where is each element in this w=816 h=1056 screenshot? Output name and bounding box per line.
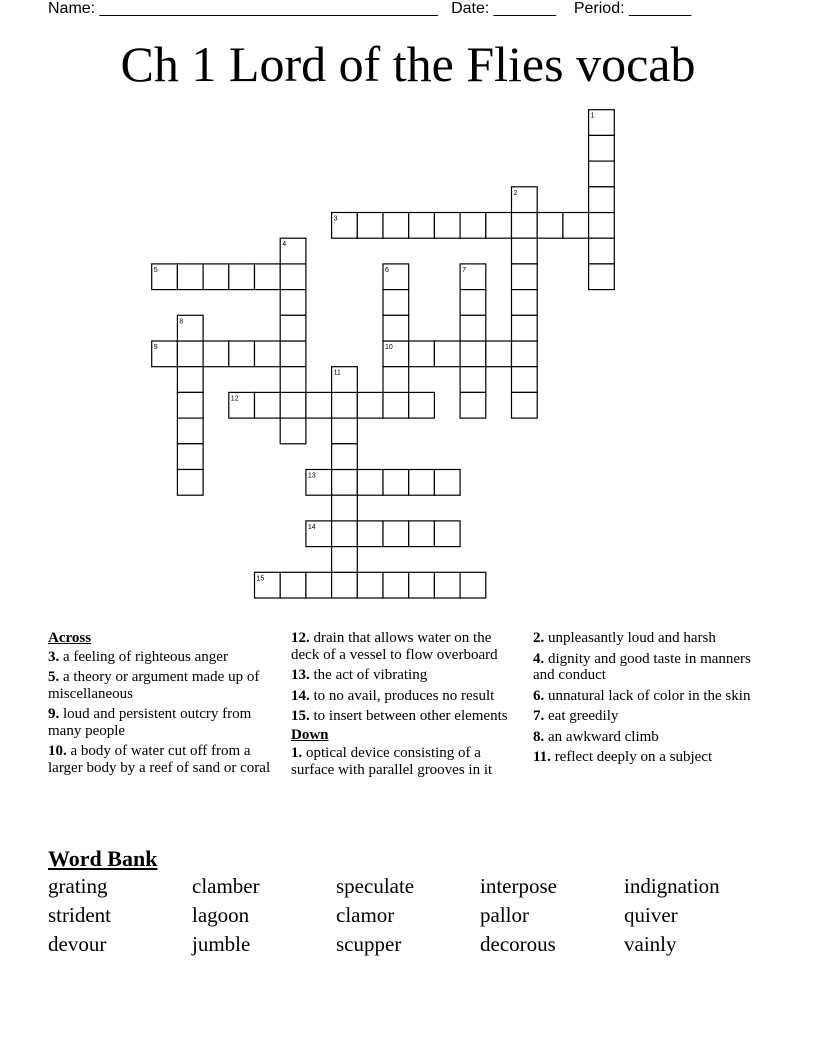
- crossword-cell[interactable]: [306, 572, 332, 598]
- word-bank-word: speculate: [336, 874, 415, 898]
- clue-number-label: 6.: [533, 687, 545, 704]
- clue: [533, 630, 773, 647]
- down-clue-list: [291, 745, 519, 778]
- crossword-cell[interactable]: [383, 521, 409, 547]
- clue-number: 10: [385, 344, 393, 351]
- crossword-cell[interactable]: [332, 521, 358, 547]
- clue-text: dignity and good taste in manners and conduct: [533, 650, 751, 683]
- clue-number-label: 5.: [48, 669, 60, 685]
- clue-number-label: 12.: [291, 630, 310, 646]
- crossword-cell[interactable]: [383, 315, 409, 341]
- crossword-cell[interactable]: [460, 213, 486, 239]
- clue-text: a theory or argument made up of miscellaneous: [48, 669, 260, 702]
- clue-number: 15: [256, 575, 265, 583]
- crossword-cell[interactable]: [177, 418, 203, 444]
- crossword-cell[interactable]: [280, 392, 306, 418]
- word-bank-title: Word Bank: [48, 846, 158, 871]
- clue-text: to insert between other elements: [309, 708, 508, 724]
- crossword-cell[interactable]: [434, 341, 460, 367]
- word-bank: [48, 874, 768, 957]
- clue: [533, 708, 773, 725]
- word-bank-word: vainly: [624, 932, 677, 956]
- clue-text: a body of water cut off from a larger body by a reef of sand or coral: [48, 743, 271, 776]
- name-blank: ______________________________________: [99, 0, 438, 17]
- clue-text: optical device consisting of a surface with parallel grooves in it: [291, 745, 493, 778]
- crossword-cell[interactable]: [512, 264, 538, 290]
- clue: [291, 688, 519, 705]
- clue-number-label: 15.: [291, 708, 310, 724]
- crossword-cell[interactable]: [486, 341, 512, 367]
- word-bank-word: grating: [48, 874, 108, 898]
- crossword-cell[interactable]: [434, 213, 460, 239]
- crossword-cell[interactable]: [280, 418, 306, 444]
- clue-text: an awkward climb: [544, 728, 659, 745]
- crossword-cell[interactable]: [512, 213, 538, 239]
- clue-text: the act of vibrating: [309, 667, 428, 683]
- crossword-cell[interactable]: [589, 238, 615, 264]
- crossword-cell[interactable]: [589, 161, 615, 187]
- crossword-cell[interactable]: [512, 392, 538, 418]
- crossword-cell[interactable]: [306, 392, 332, 418]
- period-label: Period:: [573, 0, 625, 17]
- crossword-cell[interactable]: [280, 264, 306, 290]
- clue-number: 13: [307, 472, 316, 480]
- crossword-cell[interactable]: [332, 444, 358, 470]
- crossword-cell[interactable]: [434, 521, 460, 547]
- down-clue-list-continued: [533, 630, 773, 766]
- crossword-cell[interactable]: [512, 315, 538, 341]
- crossword-cell[interactable]: [203, 341, 229, 367]
- crossword-cell[interactable]: [280, 290, 306, 316]
- crossword-cell[interactable]: [332, 392, 358, 418]
- crossword-cell[interactable]: [409, 470, 435, 496]
- clue-number: 6: [385, 266, 389, 274]
- word-bank-word: devour: [48, 932, 107, 956]
- crossword-cell[interactable]: [589, 187, 615, 213]
- crossword-cell[interactable]: [357, 213, 383, 239]
- crossword-cell[interactable]: [486, 213, 512, 239]
- clue: [533, 749, 773, 766]
- down-heading: Down: [291, 726, 329, 743]
- word-bank-word: quiver: [624, 903, 678, 927]
- crossword-cell[interactable]: [177, 341, 203, 367]
- crossword-cell[interactable]: [460, 572, 486, 598]
- clues-column-2: [291, 630, 519, 782]
- crossword-cell[interactable]: [332, 470, 358, 496]
- crossword-cell[interactable]: [177, 444, 203, 470]
- crossword-cell[interactable]: [229, 341, 255, 367]
- crossword-cell[interactable]: [460, 392, 486, 418]
- clue: [291, 708, 519, 725]
- crossword-cell[interactable]: [460, 341, 486, 367]
- crossword-cell[interactable]: [332, 495, 358, 521]
- clue-text: to no avail, produces no result: [309, 687, 495, 704]
- crossword-cell[interactable]: [512, 290, 538, 316]
- crossword-cell[interactable]: [589, 264, 615, 290]
- clue: [533, 651, 773, 684]
- clue-number: 5: [153, 266, 158, 274]
- word-bank-word: interpose: [480, 874, 557, 898]
- crossword-cell[interactable]: [589, 213, 615, 239]
- clue: [533, 688, 773, 705]
- date-blank: _______: [493, 0, 557, 17]
- crossword-cell[interactable]: [383, 392, 409, 418]
- crossword-cell[interactable]: [357, 392, 383, 418]
- clue-number-label: 2.: [533, 630, 545, 646]
- date-label: Date:: [451, 0, 490, 17]
- clue-number: 3: [333, 215, 338, 223]
- clue-text: reflect deeply on a subject: [550, 749, 713, 765]
- crossword-cell[interactable]: [177, 367, 203, 393]
- clue-number: 11: [333, 369, 341, 377]
- clues-column-3: [533, 630, 773, 770]
- clue: [291, 745, 519, 778]
- crossword-cell[interactable]: [280, 315, 306, 341]
- word-bank-word: scupper: [336, 932, 402, 956]
- clue-text: loud and persistent outcry from many people: [48, 706, 252, 739]
- crossword-cell[interactable]: [383, 290, 409, 316]
- crossword-cell[interactable]: [357, 521, 383, 547]
- word-bank-word: decorous: [480, 932, 556, 956]
- crossword-cell[interactable]: [280, 367, 306, 393]
- across-clue-list: [48, 649, 276, 777]
- clue-number: 7: [462, 266, 467, 274]
- crossword-cell[interactable]: [357, 470, 383, 496]
- crossword-cell[interactable]: [512, 238, 538, 264]
- crossword-cell[interactable]: [383, 470, 409, 496]
- clue: [291, 630, 519, 663]
- crossword-cell[interactable]: [383, 367, 409, 393]
- crossword-cell[interactable]: [383, 572, 409, 598]
- clue-number: 9: [153, 344, 158, 351]
- clues-column-1: [48, 630, 276, 780]
- crossword-cell[interactable]: [434, 470, 460, 496]
- clue-number-label: 9.: [48, 706, 60, 722]
- period-blank: _______: [629, 0, 692, 17]
- clue-text: a feeling of righteous anger: [59, 648, 228, 665]
- crossword-cell[interactable]: [255, 341, 281, 367]
- word-bank-word: jumble: [192, 932, 251, 956]
- clue: [48, 743, 276, 776]
- crossword-cell[interactable]: [177, 470, 203, 496]
- clue-text: unpleasantly loud and harsh: [544, 630, 716, 646]
- clue-text: eat greedily: [544, 708, 619, 724]
- crossword-cell[interactable]: [255, 392, 281, 418]
- crossword-cell[interactable]: [409, 392, 435, 418]
- clue-number: 2: [513, 189, 518, 197]
- crossword-cell[interactable]: [280, 572, 306, 598]
- clue-number: 4: [282, 241, 287, 249]
- clue-number-label: 13.: [291, 667, 310, 683]
- crossword-cell[interactable]: [537, 213, 563, 239]
- clue-number-label: 11.: [533, 749, 551, 765]
- crossword-cell[interactable]: [255, 264, 281, 290]
- crossword-cell[interactable]: [177, 392, 203, 418]
- crossword-cell[interactable]: [409, 341, 435, 367]
- clue-number-label: 8.: [533, 728, 545, 745]
- crossword-cell[interactable]: [203, 264, 229, 290]
- clue-number: 1: [590, 112, 595, 120]
- crossword-cell[interactable]: [177, 264, 203, 290]
- clue: [291, 667, 519, 684]
- word-bank-word: strident: [48, 903, 111, 927]
- clue-number-label: 1.: [291, 745, 303, 761]
- crossword-cell[interactable]: [512, 341, 538, 367]
- name-label: Name:: [48, 0, 96, 17]
- crossword-cell[interactable]: [357, 572, 383, 598]
- crossword-cell[interactable]: [409, 213, 435, 239]
- crossword-cell[interactable]: [332, 572, 358, 598]
- word-bank-word: indignation: [624, 874, 720, 898]
- crossword-cell[interactable]: [332, 418, 358, 444]
- crossword-cell[interactable]: [383, 213, 409, 239]
- crossword-cell[interactable]: [563, 213, 589, 239]
- crossword-cell[interactable]: [229, 264, 255, 290]
- clue-number-label: 14.: [291, 687, 310, 704]
- crossword-cell[interactable]: [434, 572, 460, 598]
- clue-text: drain that allows water on the deck of a vessel to flow overboard: [291, 630, 498, 663]
- crossword-cell[interactable]: [280, 341, 306, 367]
- clue-number: 12: [230, 395, 239, 403]
- word-bank-word: clamor: [336, 903, 395, 927]
- clue-number-label: 7.: [533, 708, 545, 724]
- clue: [48, 649, 276, 666]
- word-bank-word: lagoon: [192, 903, 250, 927]
- crossword-cell[interactable]: [332, 547, 358, 573]
- across-clue-list-continued: [291, 630, 519, 725]
- clue-number-label: 10.: [48, 743, 67, 759]
- clue-text: unnatural lack of color in the skin: [544, 687, 751, 704]
- across-heading: Across: [48, 630, 92, 646]
- word-bank-word: pallor: [480, 903, 529, 927]
- clue: [48, 669, 276, 702]
- word-bank-word: clamber: [192, 874, 260, 898]
- clue-number: 8: [179, 318, 184, 326]
- clue: [48, 706, 276, 739]
- crossword-cell[interactable]: [512, 367, 538, 393]
- clue-number: 14: [307, 523, 316, 531]
- crossword-cell[interactable]: [460, 290, 486, 316]
- page-title: Ch 1 Lord of the Flies vocab: [120, 36, 696, 92]
- crossword-cell[interactable]: [460, 367, 486, 393]
- crossword-cell[interactable]: [460, 315, 486, 341]
- clue-number-label: 3.: [48, 648, 60, 665]
- clue-number-label: 4.: [533, 650, 545, 667]
- crossword-cell[interactable]: [589, 135, 615, 161]
- crossword-cell[interactable]: [409, 572, 435, 598]
- clue: [533, 729, 773, 746]
- crossword-cell[interactable]: [409, 521, 435, 547]
